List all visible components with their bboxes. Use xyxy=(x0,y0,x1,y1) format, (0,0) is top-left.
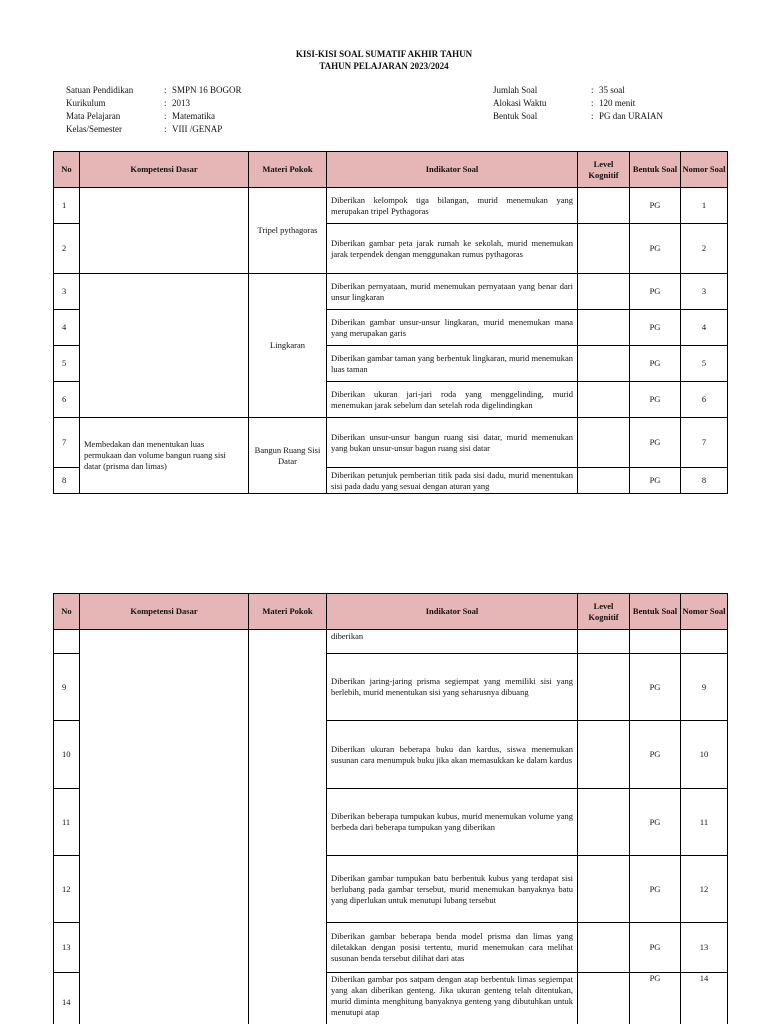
meta-value: Matematika xyxy=(172,111,215,121)
indikator-cell: Diberikan gambar taman yang berbentuk lingkaran, murid menemukan luas taman xyxy=(327,346,578,382)
kd-cell xyxy=(80,188,249,274)
indikator-cell: Diberikan unsur-unsur bangun ruang sisi datar, murid memenukan yang bukan unsur-unsur bagun ruang sisi datar xyxy=(327,418,578,468)
meta-row-alokasi xyxy=(493,97,663,110)
meta-label: Kurikulum xyxy=(66,98,106,108)
document-title: KISI-KISI SOAL SUMATIF AKHIR TAHUN xyxy=(295,49,473,59)
meta-row-kurikulum xyxy=(66,97,242,110)
row-no: 1 xyxy=(54,188,80,224)
meta-value: VIII /GENAP xyxy=(172,124,223,134)
table-row xyxy=(54,418,728,468)
nomor-cell: 10 xyxy=(681,721,728,789)
kd-cell: Membedakan dan menentukan luas permukaan dan volume bangun ruang sisi datar (prisma dan limas) xyxy=(80,418,249,494)
nomor-cell: 3 xyxy=(681,274,728,310)
bentuk-cell: PG xyxy=(630,418,681,468)
materi-cell: Bangun Ruang Sisi Datar xyxy=(249,418,327,494)
indikator-cell: Diberikan gambar tumpukan batu berbentuk kubus yang terdapat sisi berlubang pada gambar tersebut, murid menemukan banyaknya batu yang diperlukan untuk menutupi lubang tersebut xyxy=(327,856,578,923)
level-cell xyxy=(578,418,630,468)
bentuk-cell: PG xyxy=(630,973,681,1024)
kd-cell xyxy=(80,274,249,418)
bentuk-cell: PG xyxy=(630,721,681,789)
row-no: 9 xyxy=(54,654,80,721)
level-cell xyxy=(578,789,630,856)
indikator-cell: Diberikan pernyataan, murid menemukan pernyataan yang benar dari unsur lingkaran xyxy=(327,274,578,310)
meta-value: PG dan URAIAN xyxy=(599,111,663,121)
header-nomor-soal: Nomor Soal xyxy=(681,152,728,188)
nomor-cell: 4 xyxy=(681,310,728,346)
row-no: 5 xyxy=(54,346,80,382)
bentuk-cell: PG xyxy=(630,789,681,856)
meta-row-jumlah xyxy=(493,84,663,97)
nomor-cell: 5 xyxy=(681,346,728,382)
header-indikator-soal: Indikator Soal xyxy=(327,594,578,630)
row-no: 7 xyxy=(54,418,80,468)
row-no: 6 xyxy=(54,382,80,418)
header-no: No xyxy=(54,594,80,630)
nomor-cell: 11 xyxy=(681,789,728,856)
header-materi-pokok: Materi Pokok xyxy=(249,152,327,188)
nomor-cell: 2 xyxy=(681,224,728,274)
indikator-cell: Diberikan ukuran jari-jari roda yang menggelinding, murid menemukan jarak sebelum dan setelah roda digelindingkan xyxy=(327,382,578,418)
indikator-cell: Diberikan gambar peta jarak rumah ke sekolah, murid menemukan jarak terpendek dengan menggunakan rumus pythagoras xyxy=(327,224,578,274)
level-cell xyxy=(578,274,630,310)
document-subtitle: TAHUN PELAJARAN 2023/2024 xyxy=(319,61,449,71)
bentuk-cell: PG xyxy=(630,468,681,494)
meta-sep: : xyxy=(591,111,594,121)
header-level-kognitif: Level Kognitif xyxy=(578,594,630,630)
level-cell xyxy=(578,630,630,654)
nomor-cell: 12 xyxy=(681,856,728,923)
header-indikator-soal: Indikator Soal xyxy=(327,152,578,188)
header-bentuk-soal: Bentuk Soal xyxy=(630,594,681,630)
nomor-cell: 8 xyxy=(681,468,728,494)
indikator-cell: Diberikan jaring-jaring prisma segiempat yang memiliki sisi yang berlebih, murid menentukan sisi yang seharusnya dibuang xyxy=(327,654,578,721)
nomor-cell: 6 xyxy=(681,382,728,418)
meta-sep: : xyxy=(164,85,167,95)
row-no xyxy=(54,630,80,654)
meta-right xyxy=(493,84,663,123)
meta-label: Mata Pelajaran xyxy=(66,111,121,121)
meta-label: Jumlah Soal xyxy=(493,85,538,95)
level-cell xyxy=(578,188,630,224)
level-cell xyxy=(578,310,630,346)
meta-value: 35 soal xyxy=(599,85,625,95)
indikator-cell: Diberikan gambar pos satpam dengan atap berbentuk limas segiempat yang akan diberikan genteng. Jika ukuran genteng telah ditentukan, murid diminta menghitung banyaknya genteng yang dibutuhkan untuk menutupi atap xyxy=(327,973,578,1024)
table-header-row xyxy=(54,152,728,188)
indikator-cell: Diberikan ukuran beberapa buku dan kardus, siswa menemukan susunan cara menumpuk buku jika akan memasukkan ke dalam kardus xyxy=(327,721,578,789)
meta-row-mapel xyxy=(66,110,242,123)
level-cell xyxy=(578,382,630,418)
row-no: 3 xyxy=(54,274,80,310)
bentuk-cell: PG xyxy=(630,310,681,346)
level-cell xyxy=(578,224,630,274)
meta-value: 2013 xyxy=(172,98,190,108)
level-cell xyxy=(578,856,630,923)
row-no: 13 xyxy=(54,923,80,973)
bentuk-cell: PG xyxy=(630,274,681,310)
level-cell xyxy=(578,973,630,1024)
nomor-cell xyxy=(681,630,728,654)
row-no: 2 xyxy=(54,224,80,274)
indikator-cell: Diberikan gambar beberapa benda model prisma dan limas yang diletakkan dengan posisi tertentu, murid menemukan cara melihat susunan benda tersebut dilihat dari atas xyxy=(327,923,578,973)
meta-sep: : xyxy=(591,98,594,108)
bentuk-cell: PG xyxy=(630,224,681,274)
row-no: 14 xyxy=(54,973,80,1024)
table-header-row xyxy=(54,594,728,630)
header-kompetensi-dasar: Kompetensi Dasar xyxy=(80,594,249,630)
level-cell xyxy=(578,923,630,973)
meta-left xyxy=(66,84,242,136)
header-materi-pokok: Materi Pokok xyxy=(249,594,327,630)
meta-label: Satuan Pendidikan xyxy=(66,85,134,95)
nomor-cell: 1 xyxy=(681,188,728,224)
kisi-kisi-table-page-2 xyxy=(53,593,728,1024)
meta-row-bentuk xyxy=(493,110,663,123)
header-bentuk-soal: Bentuk Soal xyxy=(630,152,681,188)
header-no: No xyxy=(54,152,80,188)
level-cell xyxy=(578,721,630,789)
meta-row-kelas xyxy=(66,123,242,136)
meta-label: Bentuk Soal xyxy=(493,111,538,121)
bentuk-cell xyxy=(630,630,681,654)
meta-label: Alokasi Waktu xyxy=(493,98,547,108)
materi-cell: Lingkaran xyxy=(249,274,327,418)
bentuk-cell: PG xyxy=(630,346,681,382)
nomor-cell: 14 xyxy=(681,973,728,1024)
level-cell xyxy=(578,468,630,494)
meta-sep: : xyxy=(164,124,167,134)
header-nomor-soal: Nomor Soal xyxy=(681,594,728,630)
materi-cell xyxy=(249,630,327,1024)
header-level-kognitif: Level Kognitif xyxy=(578,152,630,188)
kd-cell xyxy=(80,630,249,1024)
row-no: 11 xyxy=(54,789,80,856)
table-row xyxy=(54,274,728,310)
nomor-cell: 13 xyxy=(681,923,728,973)
row-no: 8 xyxy=(54,468,80,494)
table-row xyxy=(54,188,728,224)
indikator-cell: diberikan xyxy=(327,630,578,654)
meta-value: SMPN 16 BOGOR xyxy=(172,85,242,95)
bentuk-cell: PG xyxy=(630,654,681,721)
bentuk-cell: PG xyxy=(630,382,681,418)
row-no: 10 xyxy=(54,721,80,789)
indikator-cell: Diberikan gambar unsur-unsur lingkaran, murid menemukan mana yang merupakan garis xyxy=(327,310,578,346)
meta-label: Kelas/Semester xyxy=(66,124,122,134)
indikator-cell: Diberikan kelompok tiga bilangan, murid menemukan yang merupakan tripel Pythagoras xyxy=(327,188,578,224)
nomor-cell: 7 xyxy=(681,418,728,468)
indikator-cell: Diberikan petunjuk pemberian titik pada sisi dadu, murid menentukan sisi pada dadu yang sesuai dengan aturan yang xyxy=(327,468,578,494)
meta-sep: : xyxy=(591,85,594,95)
bentuk-cell: PG xyxy=(630,923,681,973)
kisi-kisi-table-page-1 xyxy=(53,151,728,494)
meta-row-satuan xyxy=(66,84,242,97)
meta-sep: : xyxy=(164,98,167,108)
row-no: 4 xyxy=(54,310,80,346)
materi-cell: Tripel pythagoras xyxy=(249,188,327,274)
nomor-cell: 9 xyxy=(681,654,728,721)
header-kompetensi-dasar: Kompetensi Dasar xyxy=(80,152,249,188)
bentuk-cell: PG xyxy=(630,856,681,923)
table-row xyxy=(54,630,728,654)
level-cell xyxy=(578,346,630,382)
indikator-cell: Diberikan beberapa tumpukan kubus, murid menemukan volume yang berbeda dari beberapa tumpukan yang diberikan xyxy=(327,789,578,856)
meta-value: 120 menit xyxy=(599,98,636,108)
meta-sep: : xyxy=(164,111,167,121)
bentuk-cell: PG xyxy=(630,188,681,224)
row-no: 12 xyxy=(54,856,80,923)
level-cell xyxy=(578,654,630,721)
